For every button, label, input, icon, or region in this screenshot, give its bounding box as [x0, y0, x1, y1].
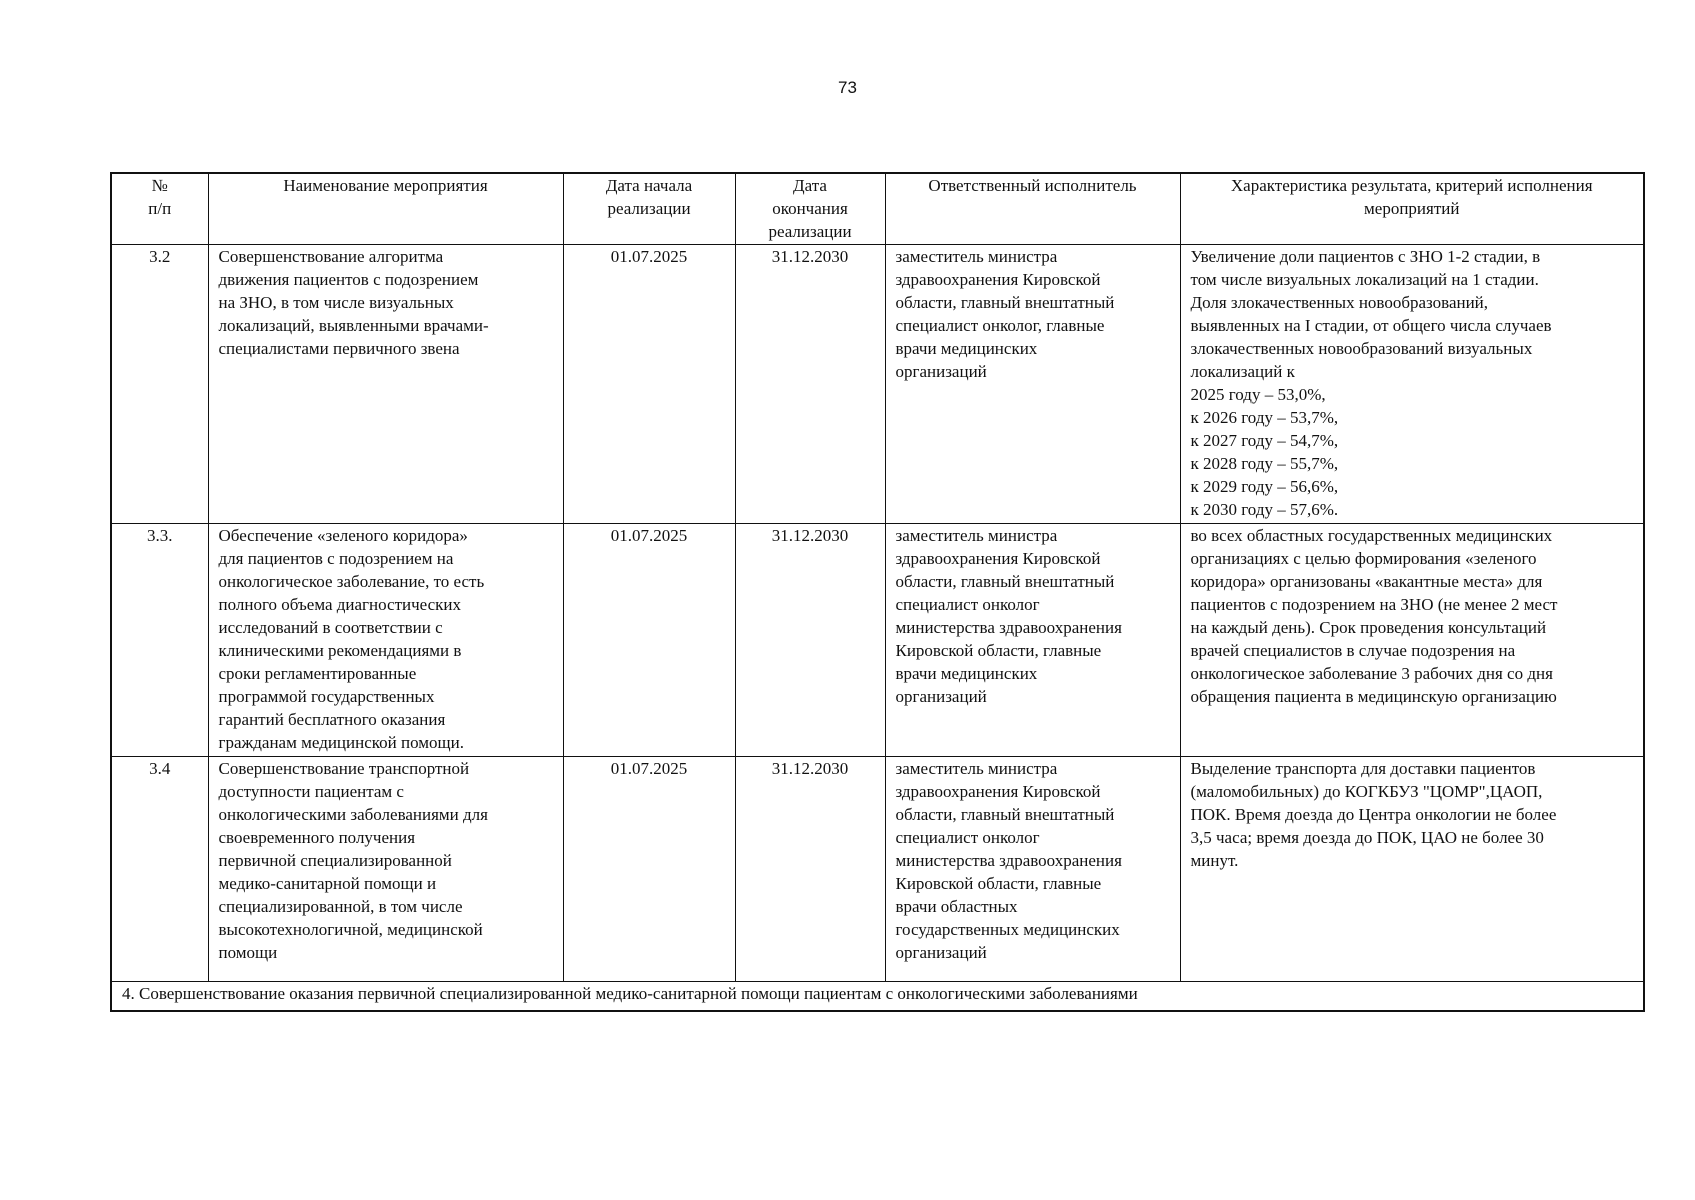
- text-line: области, главный внештатный: [895, 572, 1115, 591]
- text-line: к 2029 году – 56,6%,: [1190, 477, 1339, 496]
- page-number: 73: [838, 78, 857, 97]
- result: [1180, 524, 1644, 757]
- text-line: организаций: [895, 687, 987, 706]
- end-date: 31.12.2030: [735, 245, 885, 524]
- section-heading: 4. Совершенствование оказания первичной специализированной медико-санитарной помощи пациентам с онкологическими заболеваниями: [111, 982, 1644, 1012]
- header-num: [111, 173, 208, 245]
- text-line: помощи: [218, 943, 278, 962]
- start-date: 01.07.2025: [563, 757, 735, 982]
- text-line: полного объема диагностических: [218, 595, 462, 614]
- table-row: [111, 757, 1644, 982]
- text-line: Совершенствование алгоритма: [218, 247, 444, 266]
- text-line: на каждый день). Срок проведения консультаций: [1190, 618, 1547, 637]
- header-result: [1180, 173, 1644, 245]
- text-line: движения пациентов с подозрением: [218, 270, 479, 289]
- text-line: здравоохранения Кировской: [895, 270, 1101, 289]
- text-line: врачи областных: [895, 897, 1018, 916]
- responsible: [885, 757, 1180, 982]
- text-line: окончания: [772, 199, 848, 218]
- table-header-row: [111, 173, 1644, 245]
- text-line: государственных медицинских: [895, 920, 1120, 939]
- text-line: локализаций, выявленными врачами-: [218, 316, 489, 335]
- text-line: на ЗНО, в том числе визуальных: [218, 293, 454, 312]
- text-line: во всех областных государственных медицинских: [1190, 526, 1553, 545]
- text-line: Ответственный исполнитель: [928, 176, 1137, 195]
- text-line: врачи медицинских: [895, 664, 1038, 683]
- start-date: 01.07.2025: [563, 245, 735, 524]
- text-line: к 2030 году – 57,6%.: [1190, 500, 1339, 519]
- text-line: к 2026 году – 53,7%,: [1190, 408, 1339, 427]
- header-start-date: [563, 173, 735, 245]
- responsible: [885, 245, 1180, 524]
- text-line: №: [151, 176, 168, 195]
- result: [1180, 245, 1644, 524]
- responsible: [885, 524, 1180, 757]
- text-line: специалист онколог, главные: [895, 316, 1105, 335]
- text-line: области, главный внештатный: [895, 293, 1115, 312]
- text-line: минут.: [1190, 851, 1239, 870]
- text-line: Кировской области, главные: [895, 874, 1102, 893]
- text-line: п/п: [148, 199, 172, 218]
- text-line: онкологическое заболевание, то есть: [218, 572, 485, 591]
- text-line: 3,5 часа; время доезда до ПОК, ЦАО не более 30: [1190, 828, 1544, 847]
- text-line: Доля злокачественных новообразований,: [1190, 293, 1489, 312]
- text-line: сроки регламентированные: [218, 664, 417, 683]
- text-line: первичной специализированной: [218, 851, 452, 870]
- text-line: онкологическое заболевание 3 рабочих дня со дня: [1190, 664, 1553, 683]
- text-line: Совершенствование транспортной: [218, 759, 470, 778]
- measure-name: [208, 245, 563, 524]
- text-line: выявленных на I стадии, от общего числа случаев: [1190, 316, 1552, 335]
- text-line: гарантий бесплатного оказания: [218, 710, 446, 729]
- text-line: коридора» организованы «вакантные места» для: [1190, 572, 1543, 591]
- text-line: реализации: [768, 222, 852, 241]
- text-line: (маломобильных) до КОГКБУЗ "ЦОМР",ЦАОП,: [1190, 782, 1543, 801]
- text-line: к 2028 году – 55,7%,: [1190, 454, 1339, 473]
- text-line: Дата начала: [605, 176, 693, 195]
- text-line: медико-санитарной помощи и: [218, 874, 437, 893]
- text-line: обращения пациента в медицинскую организацию: [1190, 687, 1557, 706]
- text-line: Выделение транспорта для доставки пациентов: [1190, 759, 1536, 778]
- text-line: специалистами первичного звена: [218, 339, 460, 358]
- text-line: Кировской области, главные: [895, 641, 1102, 660]
- text-line: локализаций к: [1190, 362, 1295, 381]
- text-line: реализации: [607, 199, 691, 218]
- text-line: высокотехнологичной, медицинской: [218, 920, 483, 939]
- text-line: врачей специалистов в случае подозрения на: [1190, 641, 1516, 660]
- text-line: специализированной, в том числе: [218, 897, 463, 916]
- text-line: министерства здравоохранения: [895, 618, 1122, 637]
- text-line: специалист онколог: [895, 595, 1040, 614]
- row-number: 3.3.: [111, 524, 208, 757]
- text-line: онкологическими заболеваниями для: [218, 805, 488, 824]
- text-line: исследований в соответствии с: [218, 618, 443, 637]
- text-line: Наименование мероприятия: [283, 176, 488, 195]
- measure-name: [208, 757, 563, 982]
- row-number: 3.4: [111, 757, 208, 982]
- text-line: клиническими рекомендациями в: [218, 641, 462, 660]
- text-line: злокачественных новообразований визуальных: [1190, 339, 1533, 358]
- text-line: специалист онколог: [895, 828, 1040, 847]
- text-line: Обеспечение «зеленого коридора»: [218, 526, 468, 545]
- table-row: [111, 524, 1644, 757]
- text-line: организациях с целью формирования «зеленого: [1190, 549, 1537, 568]
- text-line: заместитель министра: [895, 247, 1058, 266]
- text-line: организаций: [895, 943, 987, 962]
- text-line: программой государственных: [218, 687, 435, 706]
- text-line: к 2027 году – 54,7%,: [1190, 431, 1339, 450]
- header-end-date: [735, 173, 885, 245]
- measures-table: [110, 172, 1645, 1012]
- text-line: доступности пациентам с: [218, 782, 404, 801]
- end-date: 31.12.2030: [735, 524, 885, 757]
- text-line: организаций: [895, 362, 987, 381]
- result: [1180, 757, 1644, 982]
- text-line: пациентов с подозрением на ЗНО (не менее 2 мест: [1190, 595, 1558, 614]
- text-line: здравоохранения Кировской: [895, 549, 1101, 568]
- text-line: заместитель министра: [895, 526, 1058, 545]
- text-line: гражданам медицинской помощи.: [218, 733, 464, 752]
- text-line: Увеличение доли пациентов с ЗНО 1-2 стадии, в: [1190, 247, 1541, 266]
- text-line: ПОК. Время доезда до Центра онкологии не более: [1190, 805, 1557, 824]
- table-row: [111, 245, 1644, 524]
- text-line: своевременного получения: [218, 828, 416, 847]
- text-line: Дата: [793, 176, 827, 195]
- text-line: мероприятий: [1364, 199, 1460, 218]
- text-line: том числе визуальных локализаций на 1 стадии.: [1190, 270, 1539, 289]
- text-line: врачи медицинских: [895, 339, 1038, 358]
- text-line: Характеристика результата, критерий исполнения: [1230, 176, 1593, 195]
- end-date: 31.12.2030: [735, 757, 885, 982]
- row-number: 3.2: [111, 245, 208, 524]
- text-line: заместитель министра: [895, 759, 1058, 778]
- text-line: здравоохранения Кировской: [895, 782, 1101, 801]
- section-heading-row: [111, 982, 1644, 1012]
- text-line: для пациентов с подозрением на: [218, 549, 454, 568]
- text-line: области, главный внештатный: [895, 805, 1115, 824]
- header-name: [208, 173, 563, 245]
- start-date: 01.07.2025: [563, 524, 735, 757]
- measure-name: [208, 524, 563, 757]
- text-line: 2025 году – 53,0%,: [1190, 385, 1326, 404]
- header-responsible: [885, 173, 1180, 245]
- text-line: министерства здравоохранения: [895, 851, 1122, 870]
